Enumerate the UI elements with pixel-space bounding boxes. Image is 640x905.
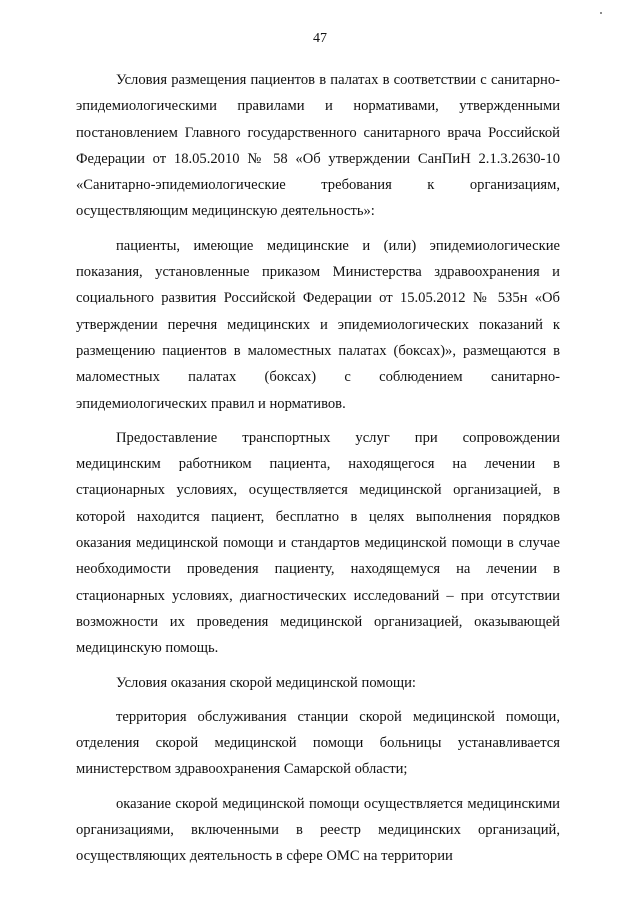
scan-speck [600,12,602,14]
paragraph-placement-conditions: Условия размещения пациентов в палатах в соответствии с санитарно-эпидемиологическими правилами и нормативами, утвержденными постановлением Главного государственного санитарного врача Российской Федерации от 18.05.2010 № 58 «Об утверждении СанПиН 2.1.3.2630-10 «Санитарно-эпидемиологические требования к организациям, осуществляющим медицинскую деятельность»: [76,72,560,220]
paragraph-transport-services: Предоставление транспортных услуг при сопровождении медицинским работником пациента, находящегося на лечении в стационарных условиях, осуществляется медицинской организацией, в которой находится пациент, бесплатно в целях выполнения порядков оказания медицинской помощи и стандартов медицинской помощи в случае необходимости проведения пациенту, находящемуся на лечении в стационарных условиях, диагностических исследований – при отсутствии возможности их проведения медицинской организацией, оказывающей медицинскую помощь. [76,429,560,657]
paragraph-small-ward-patients: пациенты, имеющие медицинские и (или) эпидемиологические показания, установленные приказом Министерства здравоохранения и социального развития Российской Федерации от 15.05.2012 № 535н «Об утверждении перечня медицинских и эпидемиологических показаний к размещению пациентов в маломестных палатах (боксах)», размещаются в маломестных палатах (боксах) с соблюдением санитарно-эпидемиологических правил и нормативов. [76,237,560,412]
page-number: 47 [313,31,327,46]
paragraph-service-territory: территория обслуживания станции скорой медицинской помощи, отделения скорой медицинской помощи больницы устанавливается министерством здравоохранения Самарской области; [76,708,560,778]
document-body [76,67,560,878]
paragraph-emergency-conditions-heading: Условия оказания скорой медицинской помощи: [116,674,416,691]
paragraph-emergency-providers: оказание скорой медицинской помощи осуществляется медицинскими организациями, включенными в реестр медицинских организаций, осуществляющих деятельность в сфере ОМС на территории [76,795,560,865]
